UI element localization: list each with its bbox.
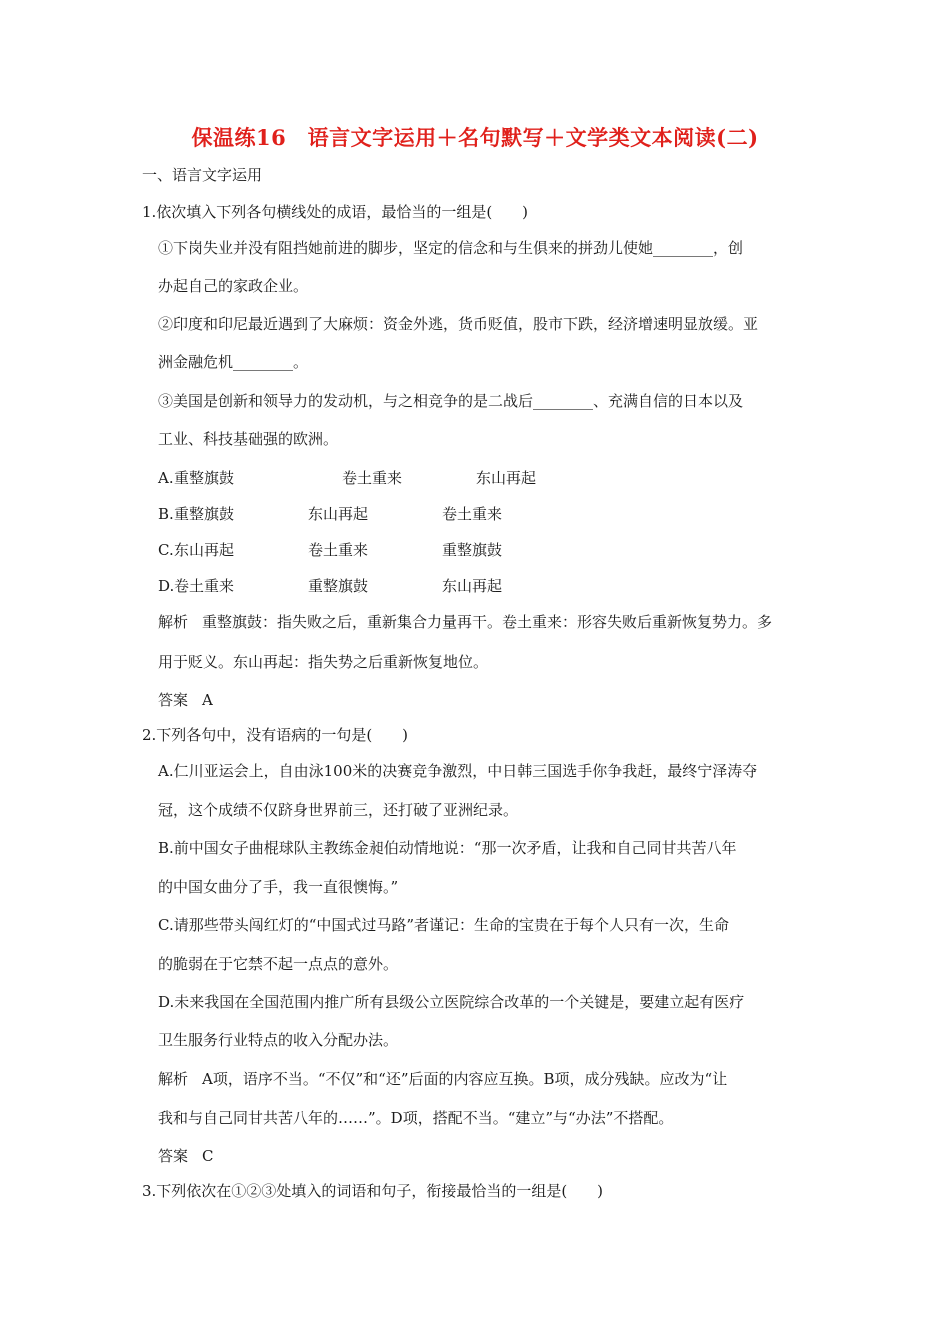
q1-sentence3-line2: 工业、科技基础强的欧洲。	[158, 430, 339, 448]
q2-option-a-line2: 冠，这个成绩不仅跻身世界前三，还打破了亚洲纪录。	[158, 801, 519, 819]
answer-value: C	[202, 1147, 214, 1165]
q1-stem: 1.依次填入下列各句横线处的成语，最恰当的一组是( )	[142, 203, 529, 221]
q1-analysis-line2: 用于贬义。东山再起：指失势之后重新恢复地位。	[158, 653, 489, 671]
answer-label: 答案	[158, 1147, 189, 1165]
q1-option-a: A.重整旗鼓 卷土重来 东山再起	[158, 469, 537, 487]
q2-option-d-line2: 卫生服务行业特点的收入分配办法。	[158, 1031, 399, 1049]
q1-option-c: C.东山再起 卷土重来 重整旗鼓	[158, 541, 503, 559]
q2-option-b-line2: 的中国女曲分了手，我一直很懊悔。”	[158, 878, 399, 896]
q2-option-c-line2: 的脆弱在于它禁不起一点点的意外。	[158, 955, 399, 973]
section-heading: 一、语言文字运用	[142, 166, 263, 184]
q3-stem: 3.下列依次在①②③处填入的词语和句子，衔接最恰当的一组是( )	[142, 1182, 604, 1200]
q1-answer	[158, 689, 213, 710]
q2-analysis-line2: 我和与自己同甘共苦八年的……”。D项，搭配不当。“建立”与“办法”不搭配。	[158, 1109, 674, 1127]
q1-sentence2-line2: 洲金融危机________。	[158, 353, 309, 371]
q2-stem: 2.下列各句中，没有语病的一句是( )	[142, 726, 409, 744]
q2-option-b-line1: B.前中国女子曲棍球队主教练金昶伯动情地说：“那一次矛盾，让我和自己同甘共苦八年	[158, 839, 737, 857]
q1-sentence3-line1: ③美国是创新和领导力的发动机，与之相竞争的是二战后________、充满自信的日本以及	[158, 392, 744, 410]
q2-option-d-line1: D.未来我国在全国范围内推广所有县级公立医院综合改革的一个关键是，要建立起有医疗	[158, 993, 745, 1011]
q2-analysis-line1: 解析 A项，语序不当。“不仅”和“还”后面的内容应互换。B项，成分残缺。应改为“让	[158, 1070, 728, 1088]
answer-label: 答案	[158, 691, 189, 709]
q1-sentence1-line2: 办起自己的家政企业。	[158, 277, 309, 295]
q1-analysis-line1: 解析 重整旗鼓：指失败之后，重新集合力量再干。卷土重来：形容失败后重新恢复势力。多	[158, 613, 773, 631]
q1-option-d: D.卷土重来 重整旗鼓 东山再起	[158, 577, 503, 595]
page-title: 保温练16 语言文字运用＋名句默写＋文学类文本阅读(二)	[191, 125, 759, 150]
analysis-label: 解析	[158, 1070, 189, 1088]
q1-option-b: B.重整旗鼓 东山再起 卷土重来	[158, 505, 503, 523]
analysis-label: 解析	[158, 613, 189, 631]
q2-answer	[158, 1145, 214, 1166]
q2-option-c-line1: C.请那些带头闯红灯的“中国式过马路”者谨记：生命的宝贵在于每个人只有一次，生命	[158, 916, 730, 934]
answer-value: A	[202, 691, 213, 709]
q1-sentence1-line1: ①下岗失业并没有阻挡她前进的脚步，坚定的信念和与生俱来的拼劲儿使她________，创	[158, 239, 744, 257]
q1-sentence2-line1: ②印度和印尼最近遇到了大麻烦：资金外逃，货币贬值，股市下跌，经济增速明显放缓。亚	[158, 315, 759, 333]
q2-option-a-line1: A.仁川亚运会上，自由泳100米的决赛竞争激烈，中日韩三国选手你争我赶，最终宁泽涛夺	[158, 762, 758, 780]
